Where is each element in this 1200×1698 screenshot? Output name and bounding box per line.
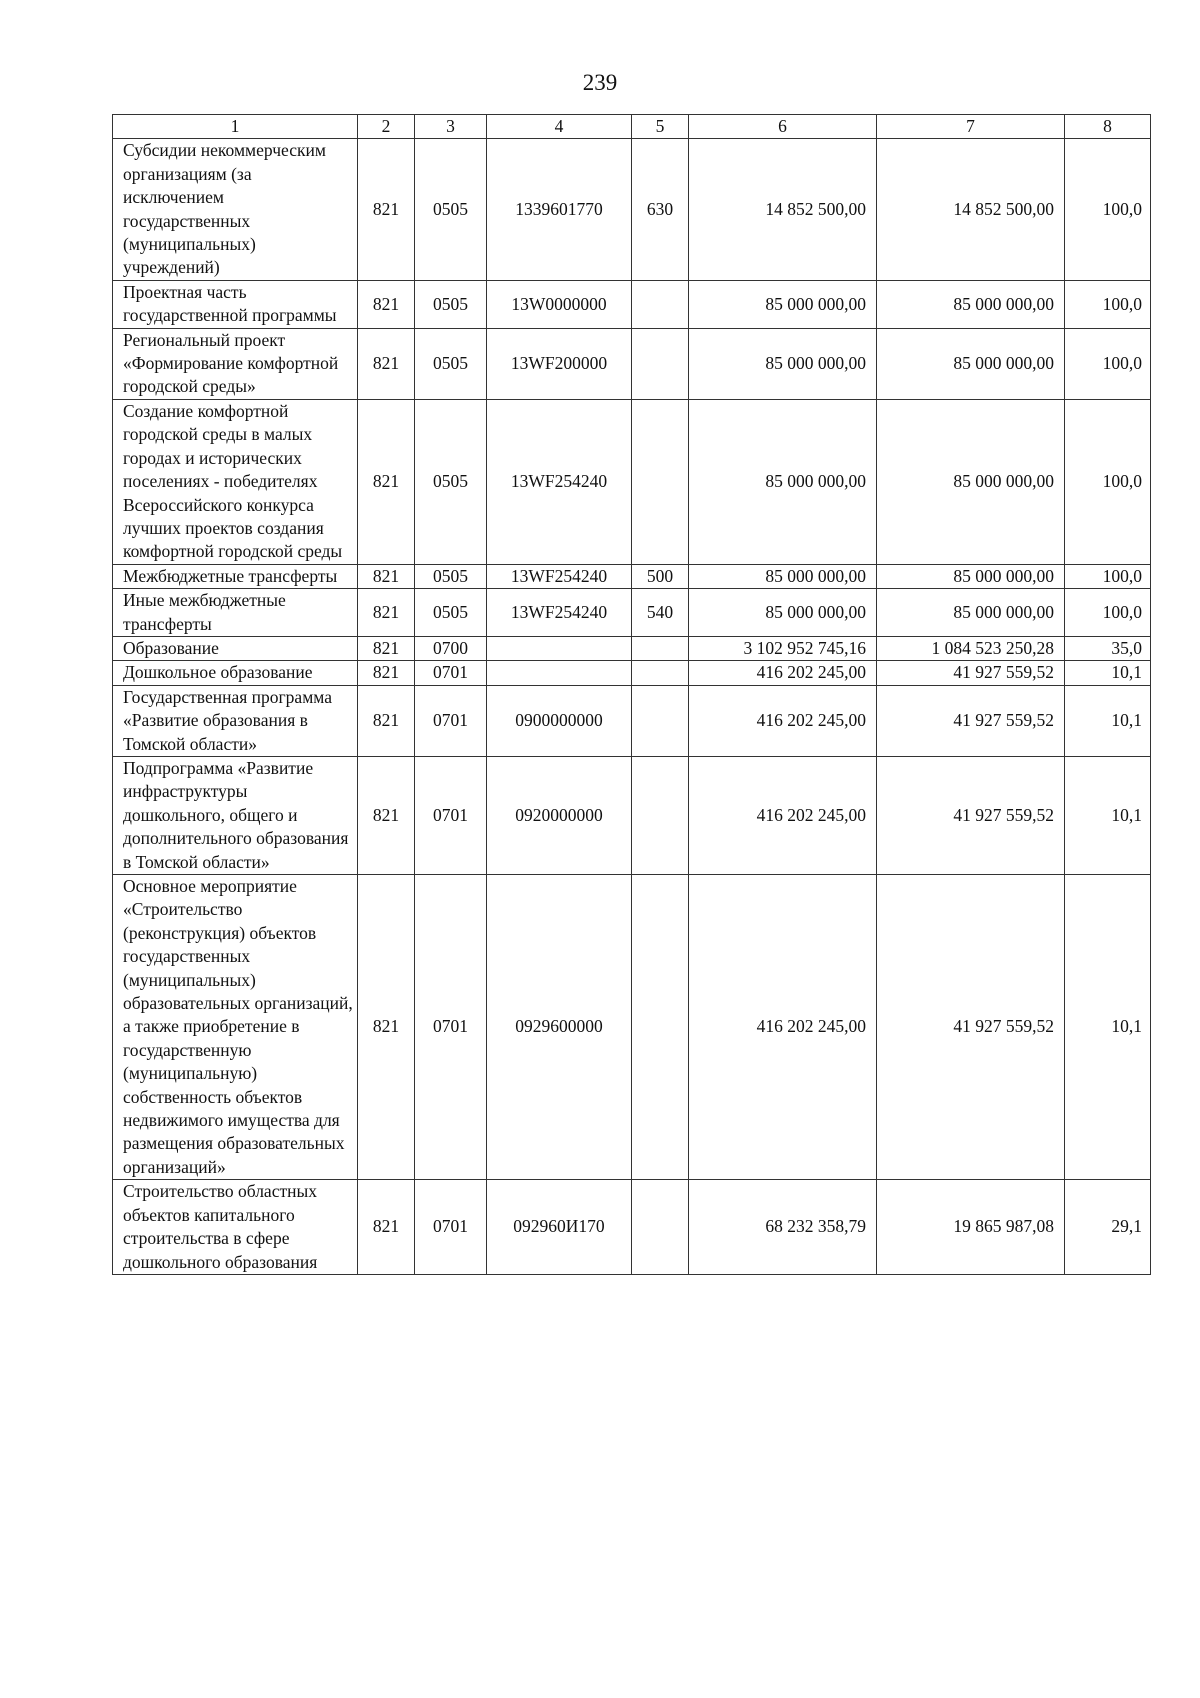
column-header: 2 (358, 115, 415, 139)
table-row (113, 756, 1151, 874)
row-value-6: 85 000 000,00 (689, 328, 877, 399)
row-code-3: 0505 (415, 280, 487, 328)
row-description: Проектная часть государственной программы (113, 280, 358, 328)
row-code-2: 821 (358, 589, 415, 637)
row-code-5 (632, 661, 689, 685)
row-value-6: 85 000 000,00 (689, 589, 877, 637)
table-header-row (113, 115, 1151, 139)
table-row (113, 685, 1151, 756)
row-percent-8: 10,1 (1065, 685, 1151, 756)
row-percent-8: 100,0 (1065, 564, 1151, 588)
column-header: 1 (113, 115, 358, 139)
row-value-7: 41 927 559,52 (877, 685, 1065, 756)
row-value-7: 85 000 000,00 (877, 564, 1065, 588)
row-value-7: 19 865 987,08 (877, 1180, 1065, 1275)
row-percent-8: 10,1 (1065, 756, 1151, 874)
row-code-4: 0900000000 (487, 685, 632, 756)
row-code-2: 821 (358, 636, 415, 660)
row-percent-8: 35,0 (1065, 636, 1151, 660)
row-description: Межбюджетные трансферты (113, 564, 358, 588)
row-code-5 (632, 399, 689, 564)
row-code-5 (632, 280, 689, 328)
row-code-3: 0505 (415, 399, 487, 564)
row-code-5 (632, 685, 689, 756)
row-code-4: 1339601770 (487, 139, 632, 280)
table-row (113, 1180, 1151, 1275)
row-value-7: 1 084 523 250,28 (877, 636, 1065, 660)
row-percent-8: 100,0 (1065, 589, 1151, 637)
row-code-2: 821 (358, 280, 415, 328)
row-percent-8: 100,0 (1065, 328, 1151, 399)
row-code-2: 821 (358, 685, 415, 756)
row-code-4: 092960И170 (487, 1180, 632, 1275)
page-number: 239 (582, 70, 618, 95)
column-header: 7 (877, 115, 1065, 139)
table-row (113, 328, 1151, 399)
row-percent-8: 10,1 (1065, 875, 1151, 1180)
row-code-3: 0701 (415, 1180, 487, 1275)
row-value-6: 85 000 000,00 (689, 280, 877, 328)
row-code-5 (632, 636, 689, 660)
row-description: Иные межбюджетные трансферты (113, 589, 358, 637)
row-code-5: 630 (632, 139, 689, 280)
row-value-6: 68 232 358,79 (689, 1180, 877, 1275)
row-code-3: 0505 (415, 328, 487, 399)
row-code-3: 0701 (415, 875, 487, 1180)
row-value-7: 41 927 559,52 (877, 661, 1065, 685)
row-description: Дошкольное образование (113, 661, 358, 685)
row-code-4: 13WF254240 (487, 589, 632, 637)
table-row (113, 875, 1151, 1180)
row-code-2: 821 (358, 661, 415, 685)
column-header: 5 (632, 115, 689, 139)
row-code-2: 821 (358, 564, 415, 588)
row-description: Подпрограмма «Развитие инфраструктуры дошкольного, общего и дополнительного образования в Томской области» (113, 756, 358, 874)
row-code-3: 0700 (415, 636, 487, 660)
row-value-7: 41 927 559,52 (877, 875, 1065, 1180)
row-code-4 (487, 636, 632, 660)
row-value-6: 14 852 500,00 (689, 139, 877, 280)
row-value-6: 85 000 000,00 (689, 564, 877, 588)
table-row (113, 280, 1151, 328)
row-description: Государственная программа «Развитие образования в Томской области» (113, 685, 358, 756)
column-header: 4 (487, 115, 632, 139)
row-value-7: 85 000 000,00 (877, 589, 1065, 637)
column-header: 3 (415, 115, 487, 139)
row-code-3: 0505 (415, 139, 487, 280)
column-header: 8 (1065, 115, 1151, 139)
row-code-2: 821 (358, 139, 415, 280)
row-percent-8: 29,1 (1065, 1180, 1151, 1275)
row-description: Создание комфортной городской среды в малых городах и исторических поселениях - победителях Всероссийского конкурса лучших проектов создания комфортной городской среды (113, 399, 358, 564)
table-row (113, 139, 1151, 280)
row-code-2: 821 (358, 399, 415, 564)
row-code-3: 0701 (415, 756, 487, 874)
row-code-5: 500 (632, 564, 689, 588)
row-description: Субсидии некоммерческим организациям (за исключением государственных (муниципальных) учреждений) (113, 139, 358, 280)
row-code-4: 13WF200000 (487, 328, 632, 399)
budget-table (112, 114, 1151, 1275)
row-value-6: 416 202 245,00 (689, 685, 877, 756)
table-row (113, 399, 1151, 564)
row-code-5: 540 (632, 589, 689, 637)
row-percent-8: 100,0 (1065, 139, 1151, 280)
row-percent-8: 100,0 (1065, 280, 1151, 328)
row-description: Образование (113, 636, 358, 660)
row-code-4: 13WF254240 (487, 399, 632, 564)
row-code-5 (632, 1180, 689, 1275)
table-row (113, 564, 1151, 588)
row-code-3: 0701 (415, 685, 487, 756)
row-value-6: 3 102 952 745,16 (689, 636, 877, 660)
table-row (113, 636, 1151, 660)
row-value-7: 85 000 000,00 (877, 280, 1065, 328)
row-code-4: 0920000000 (487, 756, 632, 874)
row-code-5 (632, 328, 689, 399)
row-code-4: 13WF254240 (487, 564, 632, 588)
row-value-6: 416 202 245,00 (689, 756, 877, 874)
row-code-2: 821 (358, 875, 415, 1180)
row-percent-8: 100,0 (1065, 399, 1151, 564)
row-code-3: 0505 (415, 564, 487, 588)
row-percent-8: 10,1 (1065, 661, 1151, 685)
table-row (113, 589, 1151, 637)
row-value-6: 416 202 245,00 (689, 661, 877, 685)
row-code-2: 821 (358, 1180, 415, 1275)
row-code-4: 13W0000000 (487, 280, 632, 328)
row-code-4 (487, 661, 632, 685)
row-value-7: 85 000 000,00 (877, 328, 1065, 399)
row-code-2: 821 (358, 756, 415, 874)
column-header: 6 (689, 115, 877, 139)
row-value-7: 41 927 559,52 (877, 756, 1065, 874)
row-code-5 (632, 756, 689, 874)
row-description: Строительство областных объектов капитального строительства в сфере дошкольного образования (113, 1180, 358, 1275)
row-description: Региональный проект «Формирование комфортной городской среды» (113, 328, 358, 399)
row-value-6: 85 000 000,00 (689, 399, 877, 564)
row-value-7: 14 852 500,00 (877, 139, 1065, 280)
row-code-2: 821 (358, 328, 415, 399)
row-code-5 (632, 875, 689, 1180)
row-description: Основное мероприятие «Строительство (реконструкция) объектов государственных (муниципальных) образовательных организаций, а также приобретение в государственную (муниципальную) собственность объектов недвижимого имущества для размещения образовательных организаций» (113, 875, 358, 1180)
row-code-4: 0929600000 (487, 875, 632, 1180)
row-code-3: 0701 (415, 661, 487, 685)
row-value-7: 85 000 000,00 (877, 399, 1065, 564)
table-row (113, 661, 1151, 685)
row-code-3: 0505 (415, 589, 487, 637)
row-value-6: 416 202 245,00 (689, 875, 877, 1180)
